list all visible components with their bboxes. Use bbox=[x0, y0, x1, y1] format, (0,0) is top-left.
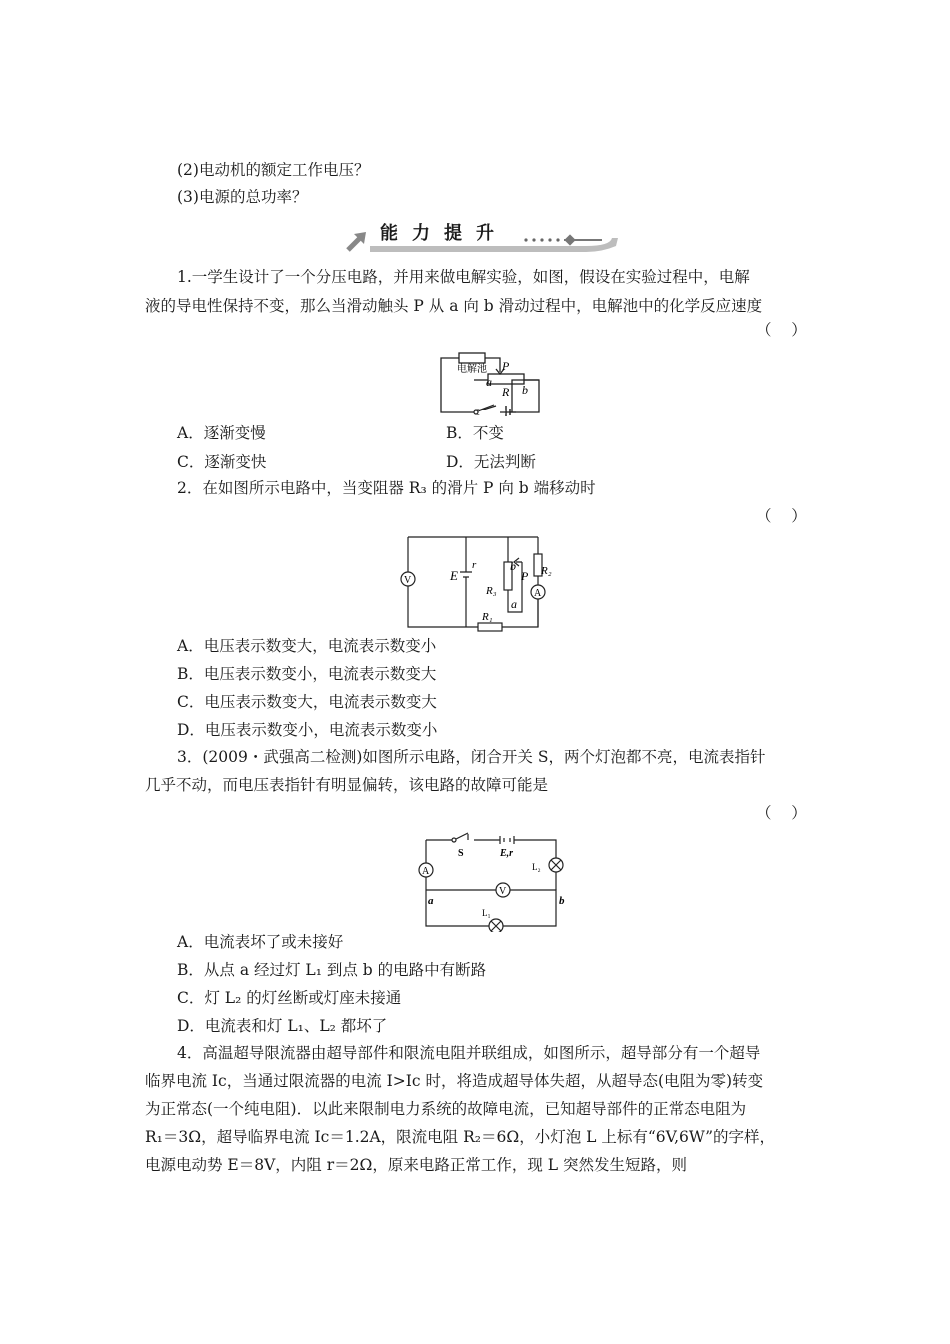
label-b: b bbox=[522, 383, 528, 397]
q3-answer-paren: （ ） bbox=[756, 804, 807, 822]
q1-answer-paren: （ ） bbox=[756, 321, 807, 339]
q2-option-c: C．电压表示数变大，电流表示数变大 bbox=[177, 693, 437, 711]
q3-circuit-figure bbox=[414, 830, 574, 932]
q1-text-line1: 1.一学生设计了一个分压电路，并用来做电解实验，如图，假设在实验过程中，电解 bbox=[177, 268, 750, 286]
q3-option-c: C．灯 L₂ 的灯丝断或灯座未接通 bbox=[177, 989, 402, 1007]
label-r1: R₁ bbox=[482, 611, 493, 623]
rheostat-r bbox=[488, 374, 524, 384]
q3-option-a: A．电流表坏了或未接好 bbox=[177, 933, 344, 951]
q3-option-b: B．从点 a 经过灯 L₁ 到点 b 的电路中有断路 bbox=[177, 961, 487, 979]
label-p: P bbox=[521, 569, 529, 583]
q4-text-line2: 临界电流 Ic，当通过限流器的电流 I>Ic 时，将造成超导体失超，从超导态(电阻为零)转变 bbox=[145, 1072, 764, 1090]
label-ammeter: A bbox=[422, 866, 430, 877]
label-v: V bbox=[404, 575, 412, 586]
q3-option-d: D．电流表和灯 L₁、L₂ 都坏了 bbox=[177, 1017, 388, 1035]
q1-option-d: D．无法判断 bbox=[446, 453, 536, 471]
label-er: E,r bbox=[500, 848, 514, 859]
q1-option-c: C．逐渐变快 bbox=[177, 453, 267, 471]
electrolytic-cell bbox=[459, 353, 485, 363]
q2-circuit-figure bbox=[398, 532, 558, 632]
q2-option-b: B．电压表示数变小，电流表示数变大 bbox=[177, 665, 437, 683]
label-l2: L₂ bbox=[532, 862, 541, 872]
q2-option-a: A．电压表示数变大，电流表示数变小 bbox=[177, 637, 437, 655]
label-a: a bbox=[486, 375, 492, 389]
q2-text: 2．在如图所示电路中，当变阻器 R₃ 的滑片 P 向 b 端移动时 bbox=[177, 479, 596, 497]
label-a: a bbox=[428, 895, 434, 907]
resistor-r1 bbox=[478, 623, 502, 631]
switch-icon bbox=[452, 838, 456, 842]
q1-option-b: B．不变 bbox=[446, 424, 504, 442]
q4-text-line4: R₁＝3Ω，超导临界电流 Ic＝1.2A，限流电阻 R₂＝6Ω，小灯泡 L 上标有“6V,6W”的字样， bbox=[145, 1128, 776, 1146]
question-part-2: (2)电动机的额定工作电压？ bbox=[177, 161, 370, 179]
label-b: b bbox=[559, 895, 565, 907]
section-title: 能力提升 bbox=[380, 223, 508, 244]
q1-text-line2: 液的导电性保持不变，那么当滑动触头 P 从 a 向 b 滑动过程中，电解池中的化学反应速度 bbox=[145, 297, 763, 315]
q1-option-a: A．逐渐变慢 bbox=[177, 424, 266, 442]
q3-text-line2: 几乎不动，而电压表指针有明显偏转，该电路的故障可能是 bbox=[145, 776, 549, 794]
question-part-3: (3)电源的总功率？ bbox=[177, 188, 308, 206]
label-b: b bbox=[510, 559, 516, 573]
q2-option-d: D．电压表示数变小，电流表示数变小 bbox=[177, 721, 438, 739]
source-e bbox=[460, 537, 472, 627]
label-voltmeter: V bbox=[499, 886, 507, 897]
label-l1: L₁ bbox=[482, 908, 491, 918]
label-r2: R₂ bbox=[541, 565, 552, 577]
label-r3: R₃ bbox=[486, 585, 497, 597]
label-electrolytic-cell: 电解池 bbox=[457, 364, 487, 375]
label-r: R bbox=[502, 385, 510, 399]
label-e: E bbox=[450, 568, 458, 583]
arrow-icon bbox=[348, 232, 366, 250]
q1-circuit-figure bbox=[436, 350, 548, 416]
q4-text-line3: 为正常态(一个纯电阻)．以此来限制电力系统的故障电流，已知超导部件的正常态电阻为 bbox=[145, 1100, 747, 1118]
battery-icon bbox=[506, 406, 510, 416]
q4-text-line1: 4．高温超导限流器由超导部件和限流电阻并联组成，如图所示，超导部分有一个超导 bbox=[177, 1044, 761, 1062]
label-s: S bbox=[458, 848, 464, 859]
label-r: r bbox=[472, 559, 477, 571]
q2-answer-paren: （ ） bbox=[756, 507, 807, 525]
q4-text-line5: 电源电动势 E＝8V，内阻 r＝2Ω，原来电路正常工作，现 L 突然发生短路，则 bbox=[145, 1156, 687, 1174]
label-ammeter: A bbox=[534, 588, 542, 599]
q3-text-line1: 3．(2009・武强高二检测)如图所示电路，闭合开关 S，两个灯泡都不亮，电流表指针 bbox=[177, 748, 766, 766]
label-a: a bbox=[511, 597, 517, 611]
label-p: P bbox=[502, 359, 510, 373]
